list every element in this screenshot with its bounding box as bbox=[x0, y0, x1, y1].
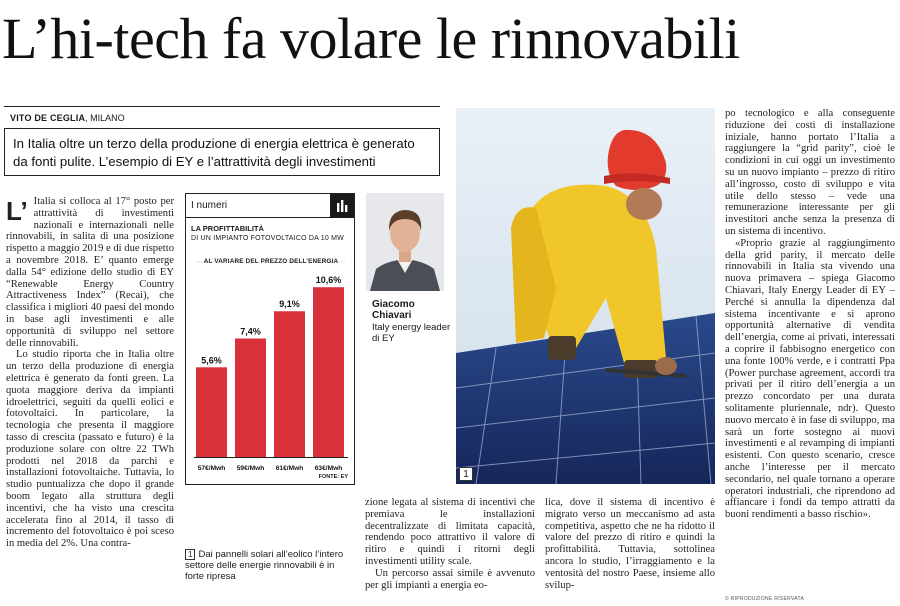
byline-author: VITO DE CEGLIA bbox=[10, 113, 86, 123]
chart-category-label: 59€/Mwh bbox=[236, 465, 265, 472]
chart-data-label: 5,6% bbox=[201, 355, 222, 366]
photo-number: 1 bbox=[459, 467, 473, 481]
infobox-header: I numeri bbox=[186, 194, 354, 218]
paragraph: po tecnologico e alla conseguente riduzione dei costi di installazione iniziale, hanno portato l’Italia a raggiungere la “grid parity”, cioè le condizioni in cui oggi un investimento su un nuovo impianto – prezzo di ritiro all’ingrosso, costo di sviluppo e vita utile dello stesso – vede una remunerazione interessante per gli investitori anche senza la presenza di un sistema di incentivo. bbox=[725, 108, 895, 237]
caption-number: 1 bbox=[185, 549, 195, 560]
person-role: Italy energy leader di EY bbox=[372, 322, 451, 344]
paragraph: Lo studio riporta che in Italia oltre un terzo della produzione di energia elettrica è generato da fonti green. La quota maggiore deriva da impianti idroelettrici, seguiti da quelli eolici e fotovoltaici. In particolare, la tecnologia che presenta il maggiore tasso di crescita (passato e futuro) è la produzione solare con oltre 22 TWh prodotti nel 2018 da parchi e installazioni fotovoltaiche. Tuttavia, lo studio puntualizza che dopo il grande boom legato alla struttura degli incentivi, che ha visto una crescita accelerata fino al 2014, il tasso di incremento del fotovoltaico è poi sceso in media del 2%. Una contra- bbox=[6, 349, 174, 550]
solar-worker-photo bbox=[456, 108, 715, 484]
headline: L’hi-tech fa volare le rinnovabili bbox=[2, 6, 740, 71]
chart-title: LA PROFITTABILITÀ bbox=[191, 224, 264, 233]
article-summary: In Italia oltre un terzo della produzione di energia elettrica è generato da fonti pulite. L’esempio di EY e l’attrattività degli investimenti bbox=[4, 128, 440, 176]
chart-source: FONTE: EY bbox=[318, 474, 348, 480]
article-column-2 bbox=[365, 497, 535, 606]
chart-bar bbox=[313, 287, 344, 457]
photo-caption bbox=[185, 549, 355, 582]
chart-note: AL VARIARE DEL PREZZO DELL’ENERGIA bbox=[203, 258, 339, 265]
chart-category-label: 61€/Mwh bbox=[275, 465, 304, 472]
chart-data-label: 7,4% bbox=[240, 326, 261, 337]
dropcap: L’ bbox=[6, 196, 28, 226]
chart-data-label: 10,6% bbox=[315, 275, 342, 286]
copyright-notice: © RIPRODUZIONE RISERVATA bbox=[725, 596, 805, 602]
paragraph: «Proprio grazie al raggiungimento della grid parity, il mercato delle rinnovabili in Italia sta vivendo una nuova primavera – spiega Giacomo Chiavari, Italy Energy Leader di EY – Perché si annulla la dipendenza dal sistema incentivante e si aprono opportunità alternative di vendita dell’energia, come ai privati, interessati a coprire il fabbisogno energetico con una fonte 100% verde, e i contratti Ppa (Power purchase agreement, accordi tra privati per il ritiro dell’energia a un prezzo concordato per una durata solitamente pluriennale, ndr). Questo nuovo mercato è in fase di sviluppo, ma sarà un forte sostegno ai nuovi investimenti e al revamping di impianti esistenti. Con questo scenario, cresce anche l’interesse per il mercato secondario, nel quale tornano a operare operatori industriali, che riprendono ad affiancare i fondi da tempo attratti da buoni rendimenti a basso rischio». bbox=[725, 237, 895, 521]
paragraph: Un percorso assai simile è avvenuto per gli impianti a energia eo- bbox=[365, 567, 535, 591]
numbers-infobox bbox=[185, 193, 355, 485]
person-name: Giacomo Chiavari bbox=[372, 299, 415, 321]
profitability-bar-chart bbox=[186, 194, 354, 484]
chart-bar bbox=[274, 311, 305, 457]
chart-category-label: 63€/Mwh bbox=[314, 465, 343, 472]
chart-subtitle: DI UN IMPIANTO FOTOVOLTAICO DA 10 MW bbox=[191, 235, 344, 242]
chart-category-label: 57€/Mwh bbox=[197, 465, 226, 472]
paragraph: zione legata al sistema di incentivi che premiava le installazioni decentralizzate di limitata capacità, rendendo poco attrattivo il valore di ritiro e quindi i ritorni degli investimenti utility scale. bbox=[365, 497, 535, 567]
byline-location: , MILANO bbox=[85, 113, 125, 123]
caption-text: Dai pannelli solari all’eolico l’intero settore delle energie rinnovabili è in forte ripresa bbox=[185, 549, 344, 582]
byline bbox=[4, 106, 440, 128]
portrait-photo bbox=[366, 193, 444, 291]
article-column-1 bbox=[6, 196, 174, 606]
article-column-3 bbox=[545, 497, 715, 606]
chart-bar bbox=[235, 338, 266, 457]
article-column-4 bbox=[725, 108, 895, 595]
chart-bar bbox=[196, 367, 227, 457]
chart-data-label: 9,1% bbox=[279, 299, 300, 310]
paragraph: Italia si colloca al 17° posto per attrattività di investimenti nazionali e internazionali nelle rinnovabili, in salita di una posizione rispetto a maggio 2019 e di due rispetto a novembre 2018. E’ quanto emerge dalla 54° edizione dello studio di EY “Renewable Energy Country Attractiveness Index” (Recai), che classifica i migliori 40 paesi del mondo in base agli investimenti e alle opportunità di sviluppo nel settore delle rinnovabili. bbox=[6, 196, 174, 349]
paragraph: lica, dove il sistema di incentivo è migrato verso un meccanismo ad asta competitiva, aspetto che ne ha ridotto il valore del prezzo di ritiro e quindi la profittabilità. Tuttavia, sottolinea ancora lo studio, l’irraggiamento e la ventosità del nostro Paese, insieme allo svilup- bbox=[545, 497, 715, 591]
